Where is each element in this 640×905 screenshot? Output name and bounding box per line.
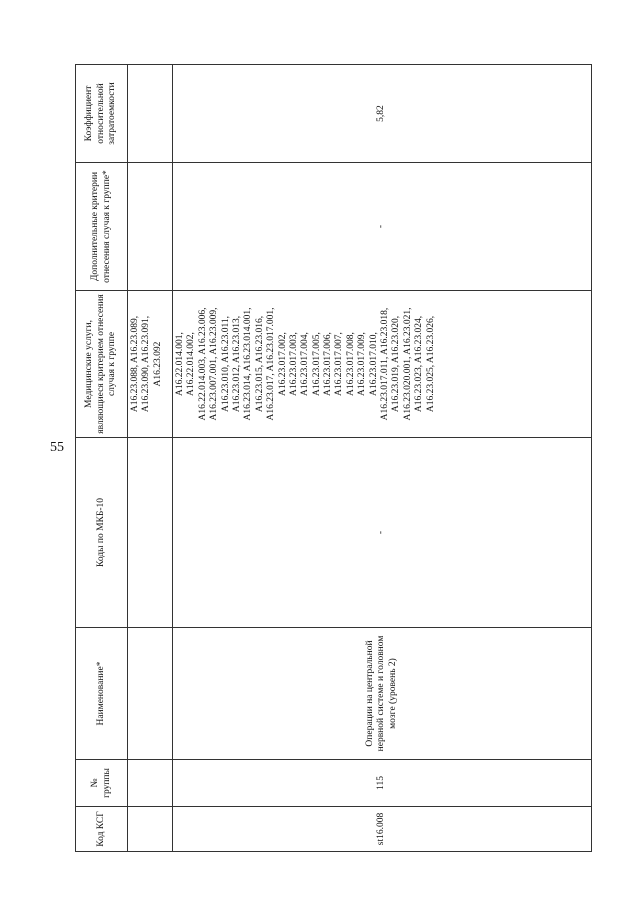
table-row — [128, 65, 173, 852]
service-line: A16.23.025, A16.23.026, — [425, 315, 436, 413]
cell-extra — [128, 163, 173, 291]
header-row — [76, 65, 128, 852]
service-line: A16.23.017, A16.23.017.001, — [266, 307, 277, 421]
service-line: A16.23.017.004, — [300, 332, 311, 396]
service-line: A16.23.092 — [152, 341, 163, 387]
cell-icd: - — [173, 438, 592, 628]
service-line: A16.23.088, A16.23.089, — [130, 315, 140, 413]
cell-group — [128, 760, 173, 807]
page-number: 55 — [50, 440, 64, 455]
service-line: A16.23.015, A16.23.016, — [254, 315, 265, 413]
service-line: A16.23.017.005, — [311, 332, 322, 396]
service-line: A16.23.019, A16.23.020, — [391, 315, 402, 413]
service-line: A16.23.017.009, — [357, 332, 368, 396]
ksg-table — [75, 64, 592, 852]
service-line: A16.23.017.010, — [368, 332, 379, 396]
service-line: A16.23.017.008, — [345, 332, 356, 396]
service-line: A16.23.017.002, — [277, 332, 288, 396]
service-line: A16.23.017.007, — [334, 332, 345, 396]
cell-code: st16.008 — [173, 807, 592, 852]
header-group-no: № группы — [76, 760, 128, 807]
cell-extra: - — [173, 163, 592, 291]
cell-code — [128, 807, 173, 852]
service-line: A16.23.007.001, A16.23.009, — [209, 307, 220, 421]
service-line: A16.22.014.001, — [175, 332, 185, 396]
header-extra-criteria: Дополнительные критерии отнесения случая к группе* — [76, 163, 128, 291]
service-line: A16.23.017.006, — [323, 332, 334, 396]
cell-coefficient — [128, 65, 173, 163]
service-line: A16.23.014, A16.23.014.001, — [243, 307, 254, 421]
cell-icd — [128, 438, 173, 628]
service-line: A16.23.010, A16.23.011, — [220, 316, 231, 412]
header-name: Наименование* — [76, 628, 128, 760]
service-line: A16.23.012, A16.23.013, — [231, 315, 242, 413]
header-coefficient: Коэффициент относительной затратоемкости — [76, 65, 128, 163]
cell-name — [128, 628, 173, 760]
cell-coefficient: 5,82 — [173, 65, 592, 163]
cell-group: 115 — [173, 760, 592, 807]
cell-name: Операции на центральной нервной системе и головном мозге (уровень 2) — [173, 628, 592, 760]
service-line: A16.23.090, A16.23.091, — [141, 315, 152, 413]
header-code-ksg: Код КСГ — [76, 807, 128, 852]
service-line: A16.23.023, A16.23.024, — [414, 315, 425, 413]
service-line: A16.23.020.001, A16.23.021, — [402, 307, 413, 421]
header-services: Медицинские услуги, являющиеся критерием отнесения случая к группе — [76, 291, 128, 438]
header-icd-codes: Коды по МКБ-10 — [76, 438, 128, 628]
service-line: A16.22.014.003, A16.23.006, — [197, 307, 208, 421]
service-line: A16.23.017.003, — [288, 332, 299, 396]
service-line: A16.23.017.011, A16.23.018, — [380, 307, 391, 421]
cell-services — [128, 291, 173, 438]
cell-services — [173, 291, 592, 438]
table-row — [173, 65, 592, 852]
table-rotator — [75, 65, 592, 852]
service-line: A16.22.014.002, — [186, 332, 197, 396]
